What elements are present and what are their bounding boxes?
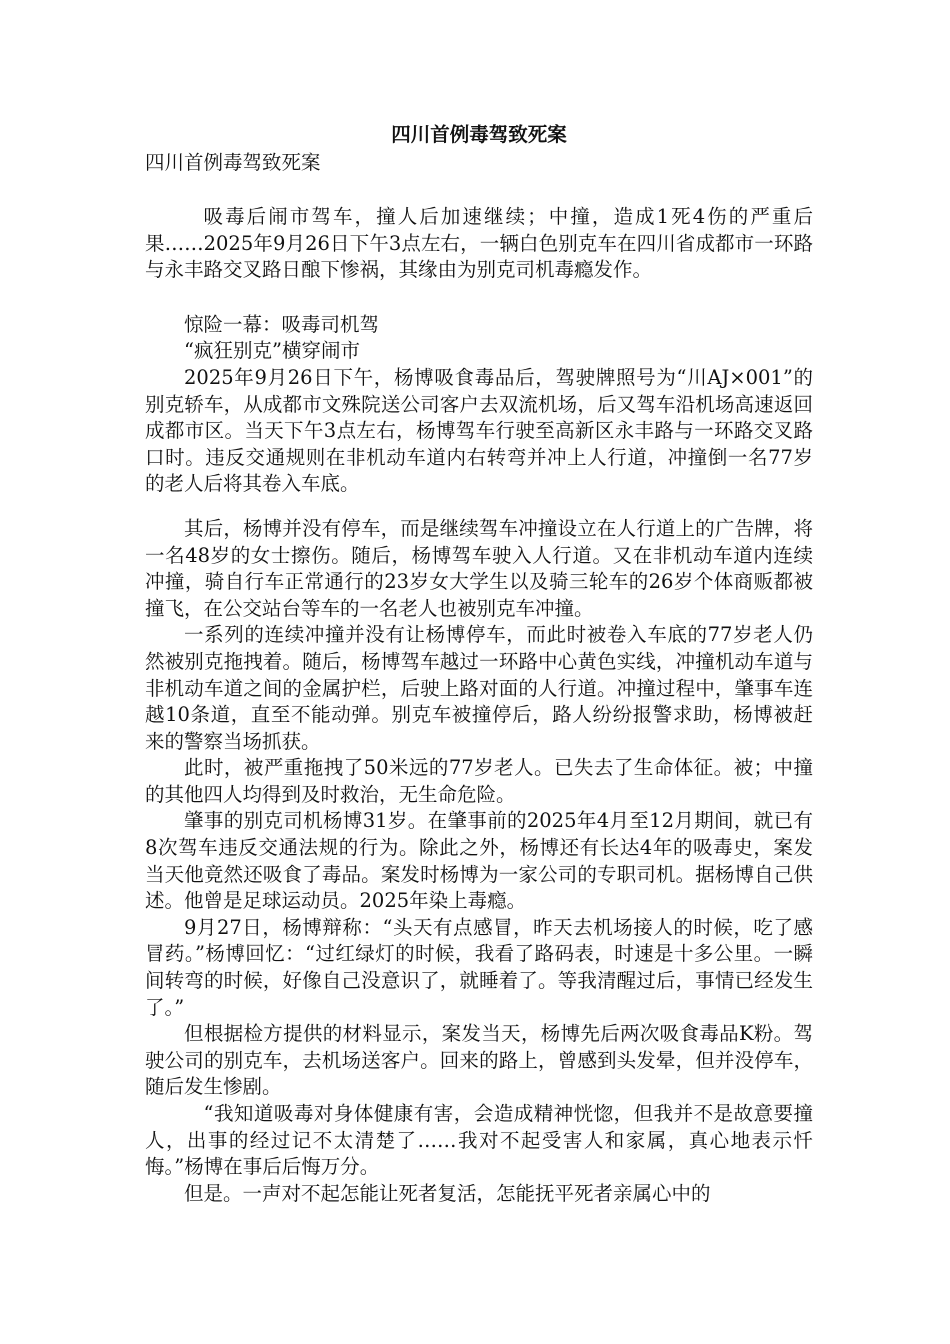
body-paragraph: 2025年9月26日下午，杨博吸食毒品后，驾驶牌照号为“川AJ×001”的别克轿车，从成都市文殊院送公司客户去双流机场，后又驾车沿机场高速返回成都市区。当天下午3点左右，杨博驾车行驶至高新区永丰路与一环路交叉路口时。违反交通规则在非机动车道内右转弯并冲上人行道，冲撞倒一名77岁的老人后将其卷入车底。: [145, 365, 813, 496]
body-paragraph: 一系列的连续冲撞并没有让杨博停车，而此时被卷入车底的77岁老人仍然被别克拖拽着。随后，杨博驾车越过一环路中心黄色实线，冲撞机动车道与非机动车道之间的金属护栏，后驶上路对面的人行道。冲撞过程中，肇事车连越10条道，直至不能动弹。别克车被撞停后，路人纷纷报警求助，杨博被赶来的警察当场抓获。: [145, 623, 813, 753]
quote-paragraph: “我知道吸毒对身体健康有害，会造成精神恍惚，但我并不是故意要撞人，出事的经过记不太清楚了……我对不起受害人和家属，真心地表示忏悔。”杨博在事后后悔万分。: [145, 1102, 813, 1179]
body-paragraph: 但是。一声对不起怎能让死者复活，怎能抚平死者亲属心中的: [184, 1181, 711, 1205]
spacer: [145, 176, 813, 204]
spacer: [145, 498, 813, 516]
document-subtitle: 四川首例毒驾致死案: [145, 151, 321, 174]
spacer: [145, 284, 813, 312]
body-paragraph: 但根据检方提供的材料显示，案发当天，杨博先后两次吸食毒品K粉。驾驶公司的别克车，去机场送客户。回来的路上，曾感到头发晕，但并没停车，随后发生惨剧。: [145, 1022, 813, 1099]
section-heading: “疯狂别克”横穿闹市: [184, 339, 360, 363]
intro-paragraph: 吸毒后闹市驾车，撞人后加速继续；中撞，造成1死4伤的严重后果……2025年9月26日下午3点左右，一辆白色别克车在四川省成都市一环路与永丰路交叉路日酿下惨祸，其缘由为别克司机毒瘾发作。: [145, 205, 813, 282]
body-paragraph: 此时，被严重拖拽了50米远的77岁老人。已失去了生命体征。被；中撞的其他四人均得到及时救治，无生命危险。: [145, 756, 813, 806]
document-title: 四川首例毒驾致死案: [391, 123, 567, 146]
body-paragraph: 其后，杨博并没有停车，而是继续驾车冲撞设立在人行道上的广告牌，将一名48岁的女士擦伤。随后，杨博驾车驶入人行道。又在非机动车道内连续冲撞，骑自行车正常通行的23岁女大学生以及骑三轮车的26岁个体商贩都被撞飞，在公交站台等车的一名老人也被别克车冲撞。: [145, 516, 813, 620]
body-paragraph: 9月27日，杨博辩称：“头天有点感冒，昨天去机场接人的时候，吃了感冒药。”杨博回忆：“过红绿灯的时候，我看了路码表，时速是十多公里。一瞬间转弯的时候，好像自己没意识了，就睡着了。等我清醒过后，事情已经发生了。”: [145, 915, 813, 1019]
section-heading: 惊险一幕：吸毒司机驾: [184, 312, 380, 336]
document-page: [145, 120, 813, 1207]
body-paragraph: 肇事的别克司机杨博31岁。在肇事前的2025年4月至12月期间，就已有8次驾车违反交通法规的行为。除此之外，杨博还有长达4年的吸毒史，案发当天他竟然还吸食了毒品。案发时杨博为一家公司的专职司机。据杨博自己供述。他曾是足球运动员。2025年染上毒瘾。: [145, 809, 813, 913]
